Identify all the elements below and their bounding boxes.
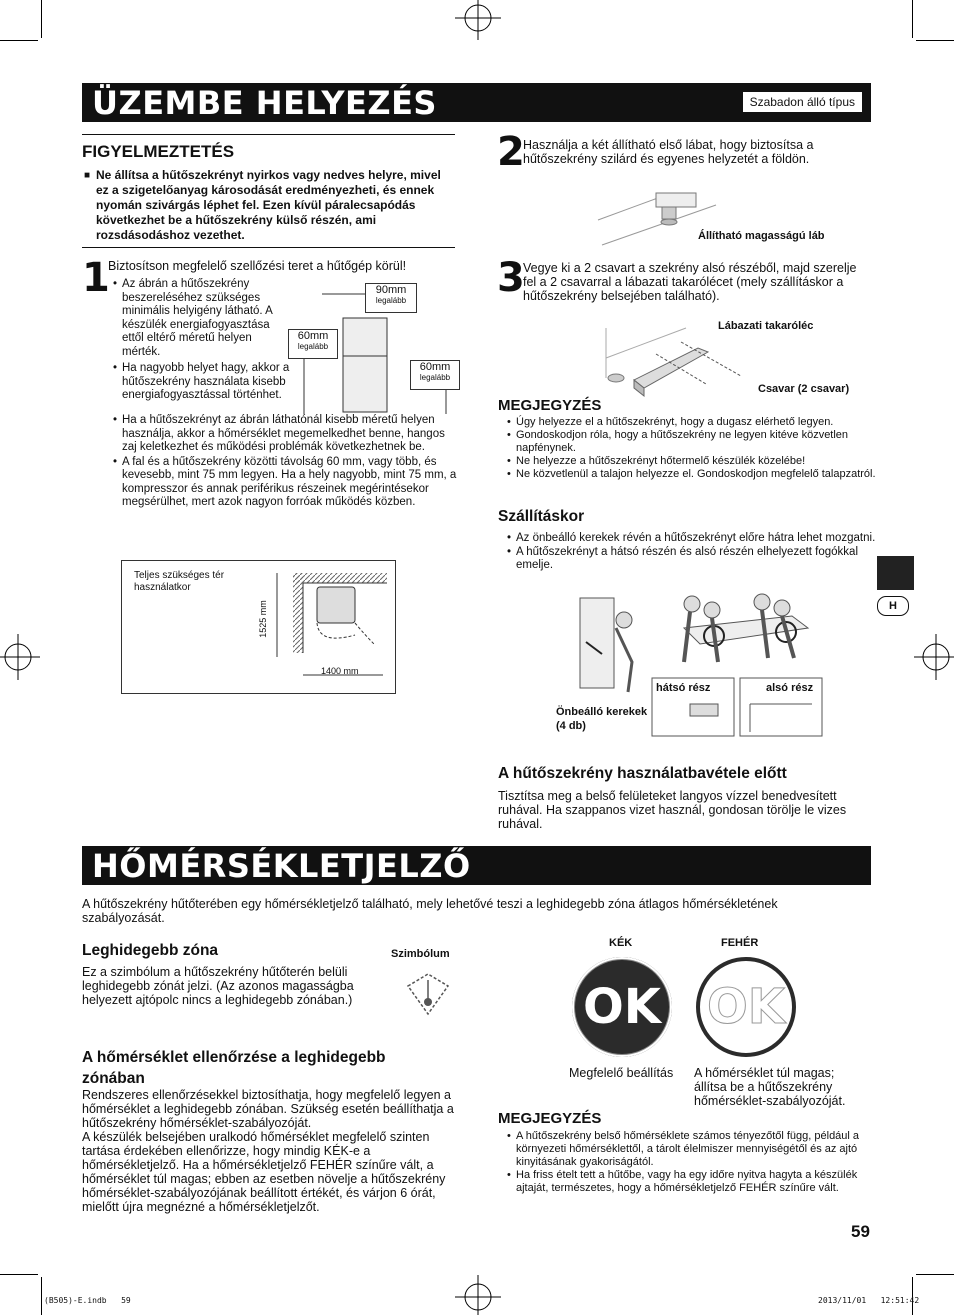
before-use-text: Tisztítsa meg a belső felületeket langyos vízzel benedvesített ruhával. Ha szappanos vizet használ, gondosan törölje le vizes ruhával. bbox=[498, 789, 847, 831]
list-item: • A hűtőszekrény belső hőmérséklete számos tényezőtől függ, például a környezeti hőmérséklettől, a tárolt élelmiszer mennyiségétől és az ajtó kinyitásának gyakoriságától. bbox=[516, 1130, 866, 1169]
screw-label: Csavar (2 csavar) bbox=[758, 383, 850, 395]
crop-mark bbox=[912, 0, 913, 38]
list-item: • Az önbeálló kerekek révén a hűtőszekrényt előre hátra lehet mozgatni. bbox=[516, 532, 878, 546]
check-text-1: Rendszeres ellenőrzésekkel biztosíthatja, hogy megfelelő legyen a hőmérséklet a leghidegebb zónában. Szükség esetén beállíthatja a hűtőszekrény hőmérséklet-szabályozóját. bbox=[82, 1088, 454, 1130]
step2-label: Állítható magasságú láb bbox=[698, 230, 825, 242]
list-item: • Ne helyezze a hűtőszekrényt hőtermelő készülék közelébe! bbox=[516, 455, 878, 468]
back-part-label: hátsó rész bbox=[656, 682, 711, 694]
temperature-intro: A hűtőszekrény hűtőterében egy hőmérsékletjelző található, mely lehetővé teszi a leghidegebb zóna átlagos hőmérsékletének szabályozását. bbox=[82, 897, 778, 925]
list-item: • A fal és a hűtőszekrény közötti távolság 60 mm, vagy több, és kevesebb, mint 75 mm legyen. Ha a hely nagyobb, mint 75 mm, a kompresszor és annak periférikus részeinek megérintésekor megsérülhet, mert azok nagyon forróak működés közben. bbox=[122, 456, 458, 510]
section-title: ÜZEMBE HELYEZÉS bbox=[92, 84, 437, 122]
step2-text: Használja a két állítható első lábat, hogy biztosítsa a hűtőszekrény szilárd és egyenes helyzetét a földön. bbox=[523, 138, 814, 166]
notes-list bbox=[506, 416, 878, 481]
list-item: • Ha a hűtőszekrényt az ábrán láthatónál kisebb méretű helyen használja, akkor a hőmérséklet megemelkedhet benne, hangos zaj keletkezhet és működési problémák következhetnek be. bbox=[122, 414, 458, 455]
clearance-top-label bbox=[365, 283, 417, 313]
symbol-label: Szimbólum bbox=[391, 948, 450, 960]
list-item: • Az ábrán a hűtőszekrény beszereléséhez szükséges minimális helyigény látható. A készülék energiafogyasztása ettől eltérő méretű helyen mérték. bbox=[122, 278, 292, 359]
step-number: 3 bbox=[497, 255, 525, 301]
section-title: HŐMÉRSÉKLETJELZŐ bbox=[92, 847, 471, 885]
clearance-value: 90mm bbox=[375, 284, 407, 296]
step3-text: Vegye ki a 2 csavart a szekrény alsó részéből, majd szerelje fel a 2 csavarral a lábazati takarólécet (mely szállításkor a hűtőszekrény belsejében található). bbox=[523, 261, 857, 303]
notes-title: MEGJEGYZÉS bbox=[498, 397, 602, 414]
bottom-part-label: alsó rész bbox=[766, 682, 814, 694]
transport-list bbox=[506, 532, 878, 573]
footer-timestamp: 2013/11/01 12:51:42 bbox=[818, 1296, 920, 1305]
registration-mark-icon bbox=[0, 634, 40, 680]
section-banner-temperature bbox=[82, 846, 871, 885]
crop-mark bbox=[41, 1277, 42, 1315]
clearance-left-label bbox=[288, 329, 338, 359]
list-item: • A hűtőszekrényt a hátsó részén és alsó részén elhelyezett fogókkal emelje. bbox=[516, 546, 878, 573]
divider bbox=[82, 134, 455, 135]
ok-text: OK bbox=[583, 979, 661, 1035]
notes-list bbox=[506, 1130, 866, 1195]
warning-text: Ne állítsa a hűtőszekrényt nyirkos vagy nedves helyre, mivel ez a szigetelőanyag károsodását eredményezheti, és ennek nyomán szivárgás léphet fel. Ezen kívül páralecsapódás következhet be a hűtőszekrény külső részén, ami rozsdásodáshoz vezethet. bbox=[96, 168, 441, 242]
step1-bullets-wide bbox=[112, 414, 458, 510]
clearance-right-label bbox=[410, 360, 460, 390]
warning-bullet-icon: ■ bbox=[84, 170, 91, 181]
transport-title: Szállításkor bbox=[498, 508, 585, 525]
registration-mark-icon bbox=[455, 1273, 501, 1315]
step1-bullets bbox=[112, 278, 292, 403]
white-label: FEHÉR bbox=[721, 937, 759, 949]
crop-mark bbox=[41, 0, 42, 38]
indicator-white bbox=[696, 957, 796, 1057]
crop-mark bbox=[916, 40, 954, 41]
crop-mark bbox=[0, 40, 38, 41]
blue-label: KÉK bbox=[609, 937, 633, 949]
side-tab-block bbox=[877, 556, 914, 590]
coldest-text: Ez a szimbólum a hűtőszekrény hűtőterén belüli leghidegebb zónát jelzi. (Az azonos magasságba helyezett ajtópolc nincs a leghidegebb zónában.) bbox=[82, 965, 354, 1007]
list-item: • Úgy helyezze el a hűtőszekrényt, hogy a dugasz elérhető legyen. bbox=[516, 416, 878, 429]
model-type-tag: Szabadon álló típus bbox=[742, 91, 863, 113]
plinth-label: Lábazati takaróléc bbox=[718, 320, 814, 332]
before-use-title: A hűtőszekrény használatbavétele előtt bbox=[498, 765, 787, 782]
clearance-min: legalább bbox=[375, 296, 407, 305]
list-item: • Ne közvetlenül a talajon helyezze el. Gondoskodjon megfelelő talapzatról. bbox=[516, 468, 878, 481]
page-number: 59 bbox=[851, 1222, 870, 1241]
white-caption: A hőmérséklet túl magas; állítsa be a hűtőszekrény hőmérséklet-szabályozóját. bbox=[694, 1066, 846, 1108]
footer-file: (B505)-E.indb 59 bbox=[44, 1296, 131, 1305]
clearance-value: 60mm bbox=[297, 330, 329, 342]
list-item: • Ha nagyobb helyet hagy, akkor a hűtőszekrény használata kisebb energiafogyasztással történhet. bbox=[122, 362, 292, 403]
warning-title: FIGYELMEZTETÉS bbox=[82, 142, 235, 161]
space-diagram-label: Teljes szükséges tér használatkor bbox=[134, 570, 225, 593]
check-title: A hőmérséklet ellenőrzése a leghidegebb zónában bbox=[82, 1049, 386, 1087]
coldest-title: Leghidegebb zóna bbox=[82, 942, 219, 959]
list-item: • Ha friss ételt tett a hűtőbe, vagy ha egy időre nyitva hagyta a készülék ajtaját, természetes, hogy a hőmérsékletjelző FEHÉR színűre vált. bbox=[516, 1169, 866, 1195]
crop-mark bbox=[0, 1274, 38, 1275]
notes-title: MEGJEGYZÉS bbox=[498, 1110, 602, 1127]
crop-mark bbox=[916, 1274, 954, 1275]
step-number: 2 bbox=[497, 129, 525, 175]
clearance-min: legalább bbox=[419, 373, 451, 382]
list-item: • Gondoskodjon róla, hogy a hűtőszekrény ne legyen kitéve közvetlen napfénynek. bbox=[516, 429, 878, 455]
step-number: 1 bbox=[82, 255, 110, 301]
clearance-value: 60mm bbox=[419, 361, 451, 373]
step1-intro: Biztosítson megfelelő szellőzési teret a hűtőgép körül! bbox=[108, 259, 407, 273]
ok-text: OK bbox=[707, 979, 785, 1035]
height-dimension: 1525 mm bbox=[257, 600, 268, 638]
wheels-label: Önbeálló kerekek (4 db) bbox=[556, 706, 648, 732]
clearance-min: legalább bbox=[297, 342, 329, 351]
indicator-blue bbox=[572, 957, 672, 1057]
blue-caption: Megfelelő beállítás bbox=[569, 1066, 674, 1080]
coldest-zone-symbol-icon bbox=[404, 970, 452, 1018]
width-dimension: 1400 mm bbox=[321, 666, 359, 676]
registration-mark-icon bbox=[914, 634, 954, 680]
section-banner-installation bbox=[82, 83, 871, 122]
registration-mark-icon bbox=[455, 0, 501, 42]
divider bbox=[82, 247, 455, 248]
check-text-2: A készülék belsejében uralkodó hőmérséklet megfelelő szinten tartása érdekében ellenőrizze, hogy mindig KÉK-e a hőmérsékletjelző. Ha a hőmérsékletjelző FEHÉR színűre vált, a hőmérséklet túl magas; ebben az esetben növelje a hűtőszekrény hőmérséklet-szabályozójának beállított értékét, és várjon 6 órát, mielőtt újra megnézné a hőmérsékletjelzőt. bbox=[82, 1130, 446, 1214]
language-tab: H bbox=[877, 596, 909, 616]
